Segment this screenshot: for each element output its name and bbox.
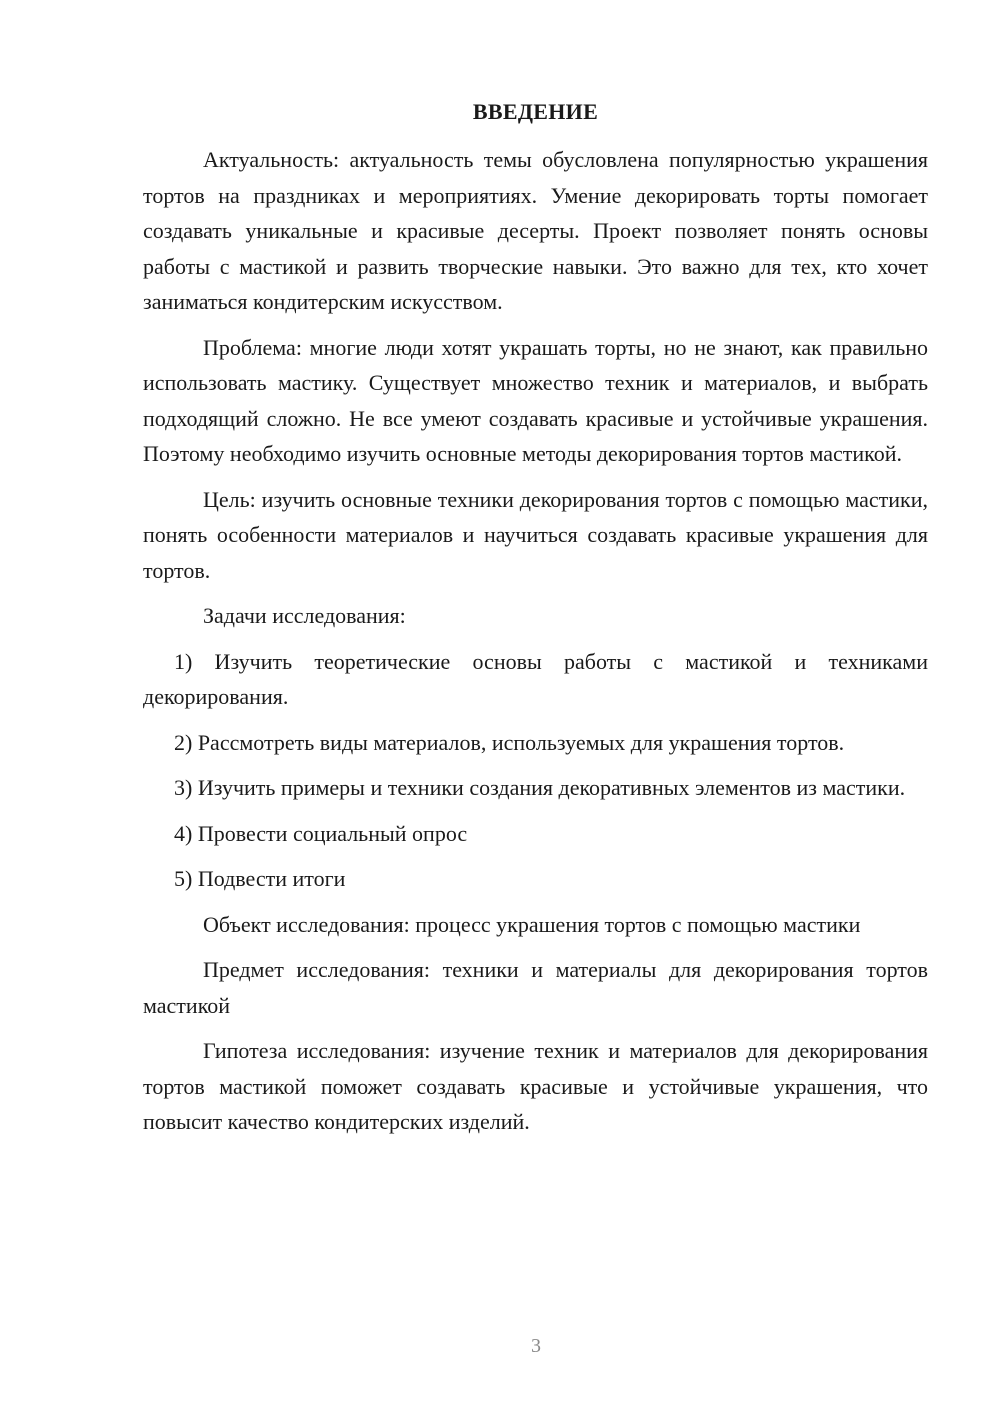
tasks-title: Задачи исследования:	[203, 603, 406, 628]
hypothesis-paragraph: Гипотеза исследования: изучение техник и материалов для декорирования тортов мастикой поможет создавать красивые и устойчивые украшения, что повысит качество кондитерских изделий.	[143, 1038, 928, 1134]
page-content	[143, 94, 928, 1150]
relevance-paragraph: Актуальность: актуальность темы обусловлена популярностью украшения тортов на праздниках и мероприятиях. Умение декорировать торты помогает создавать уникальные и красивые десерты. Проект позволяет понять основы работы с мастикой и развить творческие навыки. Это важно для тех, кто хочет заниматься кондитерским искусством.	[143, 147, 928, 314]
task-item: 5) Подвести итоги	[174, 866, 346, 891]
subject-paragraph: Предмет исследования: техники и материалы для декорирования тортов мастикой	[143, 957, 928, 1018]
task-item: 4) Провести социальный опрос	[174, 820, 468, 846]
page-heading: ВВЕДЕНИЕ	[472, 99, 599, 124]
task-item: 3) Изучить примеры и техники создания декоративных элементов из мастики.	[174, 775, 906, 800]
object-paragraph: Объект исследования: процесс украшения тортов с помощью мастики	[203, 911, 861, 937]
page-number: 3	[531, 1335, 541, 1357]
task-item: 1) Изучить теоретические основы работы с мастикой и техниками декорирования.	[143, 648, 928, 709]
task-item: 2) Рассмотреть виды материалов, используемых для украшения тортов.	[174, 729, 845, 755]
goal-paragraph: Цель: изучить основные техники декорирования тортов с помощью мастики, понять особенности материалов и научиться создавать красивые украшения для тортов.	[143, 486, 928, 583]
problem-paragraph: Проблема: многие люди хотят украшать торты, но не знают, как правильно использовать мастику. Существует множество техник и материалов, и выбрать подходящий сложно. Не все умеют создавать красивые и устойчивые украшения. Поэтому необходимо изучить основные методы декорирования тортов мастикой.	[143, 334, 928, 466]
